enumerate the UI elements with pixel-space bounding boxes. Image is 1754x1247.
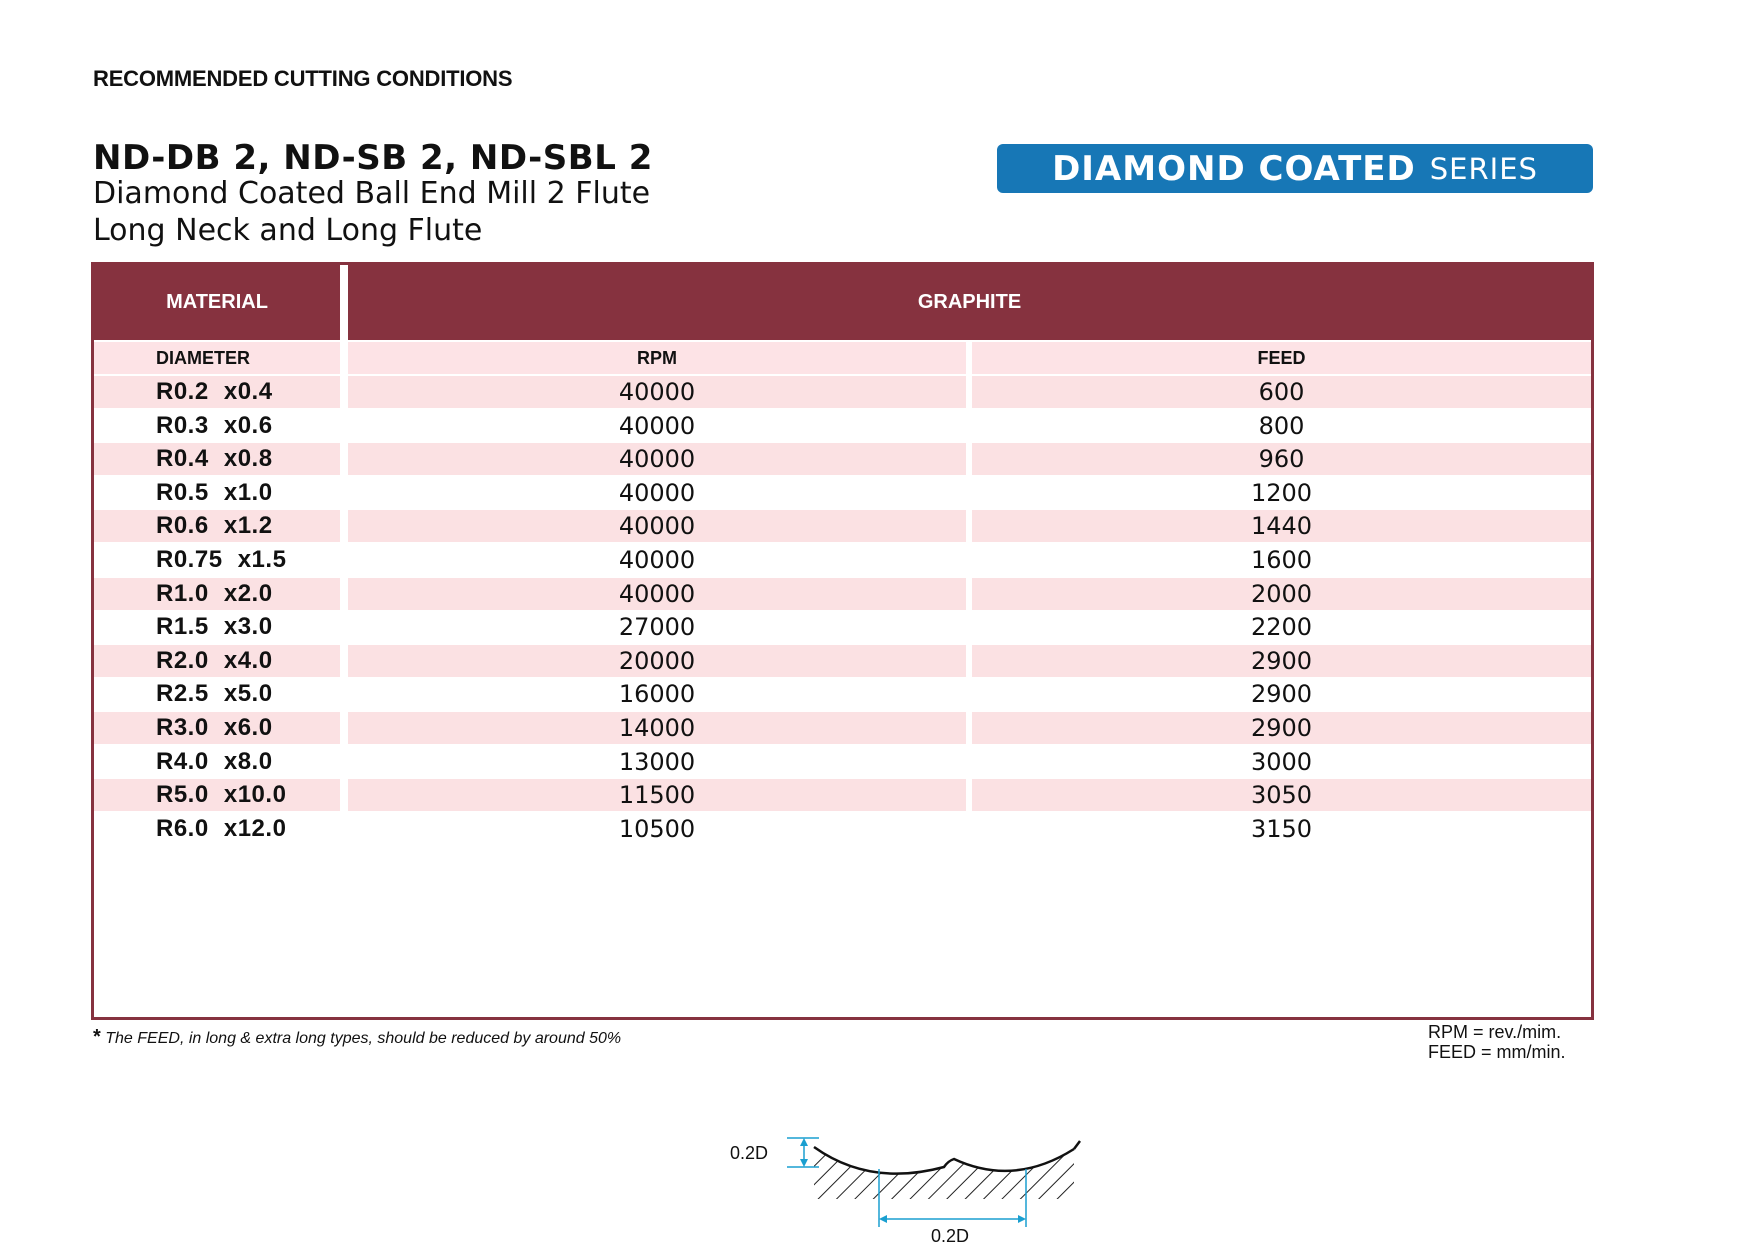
diameter-cell: R3.0 x6.0: [94, 712, 340, 744]
diameter-cell: R5.0 x10.0: [94, 779, 340, 811]
rpm-cell: 40000: [348, 443, 966, 475]
diameter-cell: R2.0 x4.0: [94, 645, 340, 677]
rpm-cell: 40000: [348, 376, 966, 408]
rpm-cell: 14000: [348, 712, 966, 744]
diameter-cell: R0.5 x1.0: [156, 478, 273, 506]
units-rpm: RPM = rev./mim.: [1428, 1022, 1562, 1042]
series-badge-secondary: SERIES: [1429, 151, 1538, 186]
footnote: [93, 1026, 621, 1049]
column-header-feed: FEED: [972, 342, 1591, 374]
table-row: [94, 544, 1591, 576]
column-header-diameter: DIAMETER: [94, 342, 340, 374]
diameter-cell: R1.0 x2.0: [94, 578, 340, 610]
feed-cell: 2900: [1250, 680, 1313, 709]
table-row: [94, 443, 1591, 475]
feed-cell: 2000: [972, 578, 1591, 610]
table-row: [94, 578, 1591, 610]
depth-label: 0.2D: [730, 1143, 769, 1163]
units-legend: [1428, 1022, 1566, 1062]
table-row: [94, 779, 1591, 811]
rpm-cell: 16000: [618, 680, 696, 709]
pitch-label: 0.2D: [931, 1226, 970, 1246]
units-feed: FEED = mm/min.: [1428, 1042, 1566, 1062]
diameter-cell: R0.4 x0.8: [94, 443, 340, 475]
feed-cell: 600: [972, 376, 1591, 408]
diameter-cell: R0.6 x1.2: [94, 510, 340, 542]
feed-cell: 1200: [1250, 478, 1313, 507]
table-row: [94, 510, 1591, 542]
column-header-row: [94, 342, 1591, 374]
table-row: [94, 645, 1591, 677]
footnote-star: *: [93, 1026, 101, 1048]
feed-cell: 3050: [972, 779, 1591, 811]
diameter-cell: R4.0 x8.0: [156, 747, 273, 775]
rpm-cell: 11500: [348, 779, 966, 811]
product-description-line2: Long Neck and Long Flute: [93, 213, 483, 248]
table-row: [94, 611, 1591, 643]
page-heading: RECOMMENDED CUTTING CONDITIONS: [93, 66, 513, 91]
diameter-cell: R0.75 x1.5: [156, 546, 287, 573]
product-codes: ND-DB 2, ND-SB 2, ND-SBL 2: [93, 138, 653, 178]
diameter-cell: R0.3 x0.6: [156, 411, 273, 439]
table-row: [94, 712, 1591, 744]
diameter-cell: R2.5 x5.0: [156, 680, 273, 708]
feed-cell: 2200: [1250, 613, 1313, 642]
series-badge: [997, 144, 1593, 193]
material-value-header: GRAPHITE: [917, 291, 1022, 313]
table-row: [94, 477, 1591, 509]
rpm-cell: 40000: [618, 411, 696, 440]
diameter-cell: R0.2 x0.4: [94, 376, 340, 408]
table-row: [94, 410, 1591, 442]
ball-end-cut-diagram: [724, 1127, 1104, 1247]
rpm-cell: 40000: [618, 478, 696, 507]
feed-cell: 800: [1258, 411, 1305, 440]
rpm-cell: 20000: [348, 645, 966, 677]
material-header: MATERIAL: [166, 291, 268, 313]
feed-cell: 2900: [972, 645, 1591, 677]
rpm-cell: 40000: [618, 546, 696, 574]
diameter-cell: R1.5 x3.0: [156, 613, 273, 641]
rpm-cell: 27000: [618, 613, 696, 642]
table-row: [94, 813, 1591, 845]
column-header-rpm: RPM: [348, 342, 966, 374]
product-description-line1: Diamond Coated Ball End Mill 2 Flute: [93, 176, 651, 211]
feed-cell: 3150: [1250, 814, 1313, 843]
table-row: [94, 678, 1591, 710]
footnote-text: The FEED, in long & extra long types, should be reduced by around 50%: [105, 1030, 622, 1047]
table-row: [94, 746, 1591, 778]
feed-cell: 1440: [972, 510, 1591, 542]
rpm-cell: 10500: [618, 814, 696, 843]
table-row: [94, 376, 1591, 408]
feed-cell: 2900: [972, 712, 1591, 744]
rpm-cell: 40000: [348, 578, 966, 610]
rpm-cell: 13000: [618, 747, 696, 776]
feed-cell: 960: [972, 443, 1591, 475]
diameter-cell: R6.0 x12.0: [156, 814, 287, 842]
series-badge-primary: DIAMOND COATED: [1052, 148, 1416, 189]
feed-cell: 3000: [1250, 747, 1313, 776]
header-divider: [340, 265, 348, 340]
rpm-cell: 40000: [348, 510, 966, 542]
feed-cell: 1600: [1250, 546, 1313, 574]
